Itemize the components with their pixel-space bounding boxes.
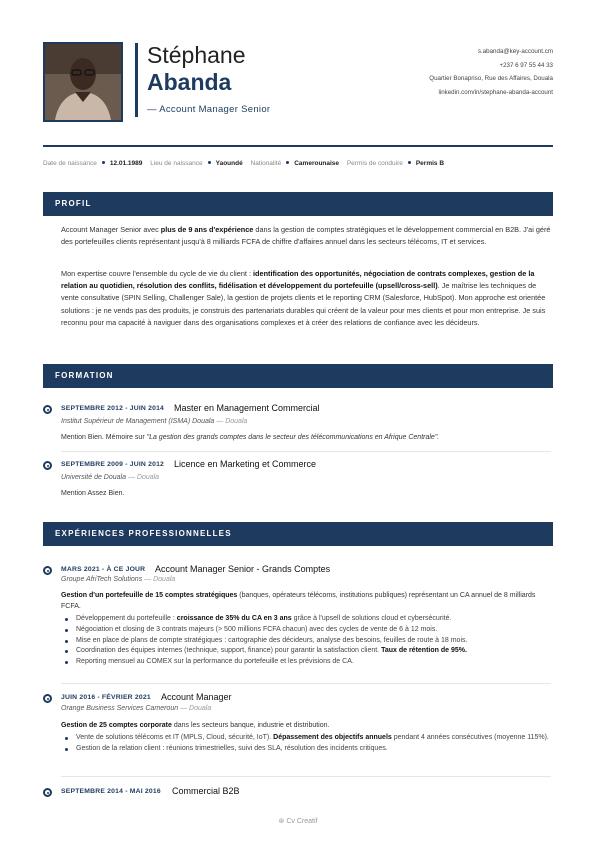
info-value: Camerounaise [294, 160, 340, 167]
entry-date: SEPTEMBRE 2012 - JUIN 2014 [61, 405, 165, 412]
bullet-dot-icon [286, 161, 289, 164]
contact-linkedin[interactable]: linkedin.com/in/stephane-abanda-account [438, 88, 553, 96]
entry-bullet-list [61, 614, 551, 668]
entry-date: SEPTEMBRE 2009 - JUIN 2012 [61, 461, 165, 468]
info-value: Yaoundé [215, 160, 243, 167]
entry-date: JUIN 2016 - FÉVRIER 2021 [61, 694, 151, 701]
timeline-circle-icon [43, 788, 52, 797]
section-heading-formation: FORMATION [43, 364, 553, 388]
profile-paragraph-2: Mon expertise couvre l'ensemble du cycle de vie du client : identification des opportunités, négociation de contrats complexes, gestion de la relation au quotidien, résolution des conflits, fidélisation et développement du portefeuille (upsell/cross-sell). Je maîtrise les techniques de vente consultative (SPIN Selling, Challenger Sale), la gestion de projets clients et le reporting CRM (Salesforce, HubSpot). Mon approche est orientée solutions : je ne vends pas des produits, je construis des partenariats durables qui créent de la valeur pour mes clients et pour mon entreprise. Je suis reconnu pour ma capacité à naviguer dans des organisations complexes et à créer des relations de confiance avec les décideurs. [61, 269, 546, 327]
list-item: Reporting mensuel au COMEX sur la performance du portefeuille et les prévisions de CA. [61, 657, 551, 668]
timeline-circle-icon [43, 461, 52, 470]
bullet-dot-icon [208, 161, 211, 164]
timeline-circle-icon [43, 566, 52, 575]
info-value: Permis B [415, 160, 445, 167]
entry-divider [61, 451, 551, 452]
contact-block [429, 45, 553, 99]
entry-summary: Gestion d'un portefeuille de 15 comptes stratégiques (banques, opérateurs télécoms, institutions publiques) représentant un CA annuel de 8 milliards FCFA. [61, 592, 536, 610]
contact-phone[interactable]: +237 6 97 55 44 33 [499, 61, 553, 69]
entry-organization: Groupe AfriTech Solutions — Douala [61, 576, 176, 583]
list-item: Développement du portefeuille : croissance de 35% du CA en 3 ans grâce à l'upsell de solutions cloud et cybersécurité. [61, 614, 551, 625]
contact-email[interactable]: s.abanda@key-account.cm [477, 48, 553, 55]
info-label: Permis de conduire [346, 160, 403, 167]
avatar-icon [45, 44, 121, 120]
entry-divider [61, 683, 551, 684]
section-heading-profil: PROFIL [43, 192, 553, 216]
profile-paragraph-1: Account Manager Senior avec plus de 9 ans d'expérience dans la gestion de comptes stratégiques et le développement commercial en B2B. J'ai géré des portefeuilles clients représentant jusqu'à 8 milliards FCFA de chiffre d'affaires annuel dans les secteurs télécoms, IT et services. [61, 225, 551, 247]
list-item: Vente de solutions télécoms et IT (MPLS, Cloud, sécurité, IoT). Dépassement des objectifs annuels pendant 4 années consécutives (moyenne 115%). [61, 733, 551, 744]
entry-description: Mention Bien. Mémoire sur "La gestion des grands comptes dans le secteur des télécommunications en Afrique Centrale". [61, 434, 440, 441]
info-label: Lieu de naissance [150, 160, 203, 167]
entry-organization: Institut Supérieur de Management (ISMA) Douala — Douala [61, 418, 248, 425]
job-title: — Account Manager Senior [147, 104, 271, 115]
info-label: Nationalité [250, 160, 282, 167]
entry-bullet-list [61, 733, 551, 755]
entry-organization: Université de Douala — Douala [61, 474, 160, 481]
list-item: Négociation et closing de 3 contrats majeurs (> 500 millions FCFA chacun) avec des cycles de vente de 6 à 12 mois. [61, 625, 551, 636]
timeline-circle-icon [43, 405, 52, 414]
entry-title: Commercial B2B [172, 786, 240, 796]
entry-title: Licence en Marketing et Commerce [174, 459, 317, 469]
timeline-circle-icon [43, 694, 52, 703]
entry-date: SEPTEMBRE 2014 - MAI 2016 [61, 788, 161, 795]
entry-summary: Gestion de 25 comptes corporate dans les secteurs banque, industrie et distribution. [61, 722, 330, 729]
entry-description: Mention Assez Bien. [61, 490, 125, 497]
header-divider [43, 145, 553, 147]
entry-title: Master en Management Commercial [174, 403, 320, 413]
profile-photo [43, 42, 123, 122]
entry-date: MARS 2021 - À CE JOUR [61, 566, 146, 573]
entry-title: Account Manager Senior - Grands Comptes [155, 564, 331, 574]
list-item: Mise en place de plans de compte stratégiques : cartographie des décideurs, analyse des besoins, feuilles de route à 18 mois. [61, 636, 551, 647]
entry-divider [61, 776, 551, 777]
info-value: 12.01.1989 [109, 160, 143, 167]
list-item: Gestion de la relation client : réunions trimestrielles, suivi des SLA, résolution des incidents critiques. [61, 744, 551, 755]
list-item: Coordination des équipes internes (technique, support, finance) pour garantir la satisfaction client. Taux de rétention de 95%. [61, 646, 551, 657]
header-accent-bar [135, 43, 138, 117]
contact-address: Quartier Bonapriso, Rue des Affaires, Douala [429, 75, 553, 82]
bullet-dot-icon [408, 161, 411, 164]
info-label: Date de naissance [43, 160, 97, 167]
section-heading-experiences: EXPÉRIENCES PROFESSIONNELLES [43, 522, 553, 546]
entry-organization: Orange Business Services Cameroun — Douala [61, 705, 212, 712]
entry-title: Account Manager [161, 692, 232, 702]
bullet-dot-icon [102, 161, 105, 164]
personal-info-row [43, 160, 444, 167]
first-name: Stéphane [147, 42, 246, 68]
last-name: Abanda [147, 69, 232, 95]
footer-credit[interactable]: ⊛ Cv Creatif [278, 818, 318, 825]
